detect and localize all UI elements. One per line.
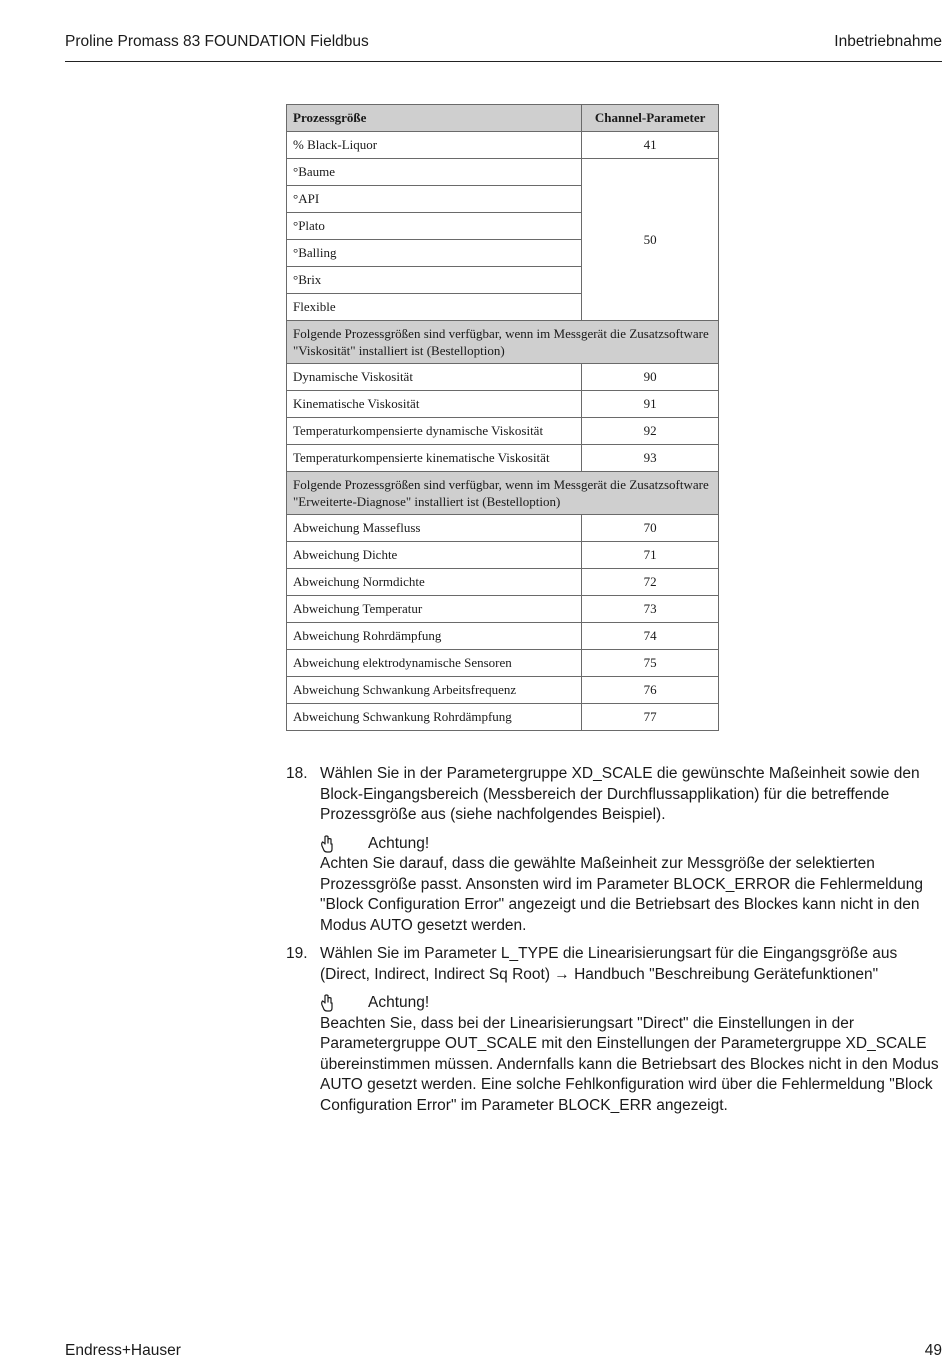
column-header-channel-parameter: Channel-Parameter (582, 105, 719, 132)
table-row (287, 596, 719, 623)
process-variable-name: Abweichung Temperatur (287, 596, 582, 623)
process-variable-name: °Balling (287, 240, 582, 267)
process-variable-name: % Black-Liquor (287, 132, 582, 159)
channel-value: 93 (582, 445, 719, 472)
pointing-hand-icon (320, 835, 334, 853)
page-number: 49 (924, 1342, 942, 1359)
process-variable-name: Abweichung Schwankung Rohrdämpfung (287, 704, 582, 731)
process-variable-name: °Brix (287, 267, 582, 294)
channel-value: 73 (582, 596, 719, 623)
channel-value: 50 (582, 159, 719, 321)
section-title: Inbetriebnahme (834, 33, 942, 50)
channel-value: 72 (582, 569, 719, 596)
step-18 (286, 764, 942, 936)
document-title: Proline Promass 83 FOUNDATION Fieldbus (65, 33, 369, 50)
process-variable-name: Abweichung Normdichte (287, 569, 582, 596)
table-row (287, 704, 719, 731)
process-variable-name: Abweichung Massefluss (287, 515, 582, 542)
process-variable-name: Flexible (287, 294, 582, 321)
warning-block (320, 993, 942, 1116)
process-variable-name: Kinematische Viskosität (287, 391, 582, 418)
table-note-row (287, 472, 719, 515)
process-variable-name: Temperaturkompensierte dynamische Viskosität (287, 418, 582, 445)
table-row (287, 418, 719, 445)
channel-value: 76 (582, 677, 719, 704)
process-variable-name: Abweichung elektrodynamische Sensoren (287, 650, 582, 677)
step-19 (286, 944, 942, 1116)
step-number: 18. (286, 765, 308, 782)
process-variable-name: Abweichung Dichte (287, 542, 582, 569)
process-variable-name: °Baume (287, 159, 582, 186)
warning-block (320, 834, 942, 937)
table-row (287, 569, 719, 596)
table-row (287, 391, 719, 418)
diagnosis-option-note: Folgende Prozessgrößen sind verfügbar, wenn im Messgerät die Zusatzsoftware "Erweiterte-Diagnose" installiert ist (Bestelloption) (287, 472, 719, 515)
channel-parameter-table (286, 104, 719, 731)
warning-label: Achtung! (368, 994, 430, 1011)
channel-value: 90 (582, 364, 719, 391)
process-variable-name: Temperaturkompensierte kinematische Viskosität (287, 445, 582, 472)
warning-text: Achten Sie darauf, dass die gewählte Maßeinheit zur Messgröße der selektierten Prozessgröße passt. Ansonsten wird im Parameter BLOCK_ERROR die Fehlermeldung "Block Configuration Error" angezeigt und die Betriebsart des Blockes kann nicht in den Modus AUTO gesetzt werden. (320, 855, 924, 934)
table-row (287, 677, 719, 704)
instruction-steps (286, 764, 942, 1124)
pointing-hand-icon (320, 994, 334, 1012)
table-row (287, 650, 719, 677)
table-row (287, 364, 719, 391)
process-variable-name: Abweichung Rohrdämpfung (287, 623, 582, 650)
channel-value: 91 (582, 391, 719, 418)
step-text: Wählen Sie in der Parametergruppe XD_SCALE die gewünschte Maßeinheit sowie den Block-Eingangsbereich (Messbereich der Durchflussapplikation) für die betreffende Prozessgröße aus (siehe nachfolgendes Beispiel). (320, 765, 920, 823)
table-row (287, 515, 719, 542)
table-row (287, 542, 719, 569)
process-variable-name: °Plato (287, 213, 582, 240)
channel-value: 74 (582, 623, 719, 650)
table-row (287, 159, 719, 186)
channel-value: 71 (582, 542, 719, 569)
step-text: Wählen Sie im Parameter L_TYPE die Linearisierungsart für die Eingangsgröße aus (Direct, Indirect, Indirect Sq Root) → Handbuch "Beschreibung Gerätefunktionen" (320, 945, 898, 983)
table-row (287, 132, 719, 159)
warning-label: Achtung! (368, 834, 430, 852)
channel-value: 77 (582, 704, 719, 731)
process-variable-name: °API (287, 186, 582, 213)
process-variable-name: Abweichung Schwankung Arbeitsfrequenz (287, 677, 582, 704)
step-number: 19. (286, 945, 308, 962)
table-row (287, 623, 719, 650)
table-note-row (287, 321, 719, 364)
table-header-row (287, 105, 719, 132)
process-variable-name: Dynamische Viskosität (287, 364, 582, 391)
channel-value: 75 (582, 650, 719, 677)
warning-text: Beachten Sie, dass bei der Linearisierungsart "Direct" die Einstellungen in der Parametergruppe OUT_SCALE mit den Einstellungen der Parametergruppe XD_SCALE übereinstimmen müssen. Andernfalls kann die Betriebsart des Blockes nicht in den Modus AUTO gesetzt werden. Eine solche Fehlkonfiguration wird über die Fehlermeldung "Block Configuration Error" im Parameter BLOCK_ERR angezeigt. (320, 1014, 939, 1114)
channel-value: 41 (582, 132, 719, 159)
channel-value: 70 (582, 515, 719, 542)
channel-value: 92 (582, 418, 719, 445)
viscosity-option-note: Folgende Prozessgrößen sind verfügbar, wenn im Messgerät die Zusatzsoftware "Viskosität" installiert ist (Bestelloption) (287, 321, 719, 364)
page-header (65, 30, 942, 62)
column-header-prozessgroesse: Prozessgröße (287, 105, 582, 132)
brand-name: Endress+Hauser (65, 1342, 181, 1359)
table-row (287, 445, 719, 472)
